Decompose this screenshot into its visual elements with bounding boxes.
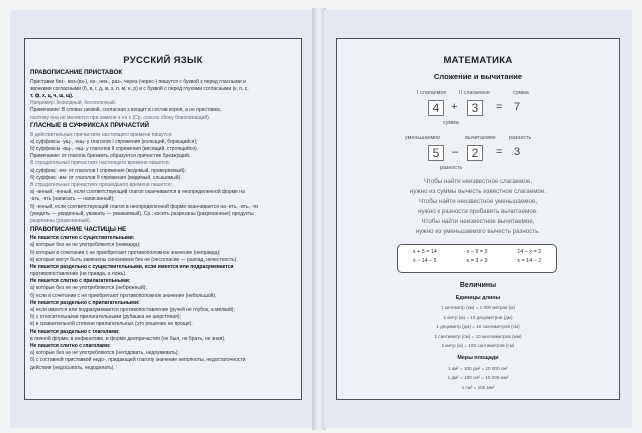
rule-line: в) которые могут быть заменены синонимом без не (несогласие — разлад, нечестность). (30, 256, 238, 263)
rule-line: нужно из уменьшаемого вычесть разность. (415, 228, 541, 235)
length-title: Единицы длины (455, 295, 501, 301)
rule-line: -ать, -ять (написать — написанный); (30, 196, 115, 203)
rule-line: В действительных причастиях настоящего времени пишутся: (30, 131, 173, 138)
equation-line: x = 14 – 2 (517, 258, 542, 264)
rule-line: а) которые без не не употребляются (невежда); (30, 242, 141, 249)
rule-line: В страдательных причастиях настоящего времени пишется: (30, 160, 170, 167)
rule-line: нужно из суммы вычесть известное слагаемое. (409, 188, 547, 195)
right-page (324, 10, 632, 428)
unknown-rules (337, 177, 619, 237)
label-sum: сумма (513, 90, 529, 96)
page-title-math: МАТЕМАТИКА (443, 55, 513, 66)
unit-line: 1 см² = 100 мм² (461, 384, 495, 390)
label-addend1: I слагаемое (417, 90, 447, 96)
section-heading: ПРАВОПИСАНИЕ ЧАСТИЦЫ НЕ (30, 225, 127, 233)
rule-line: разрезаны (разрезанный). (30, 217, 92, 224)
sub-b: 2 (467, 145, 483, 161)
equation-example (467, 248, 488, 266)
rule-line: Не пишется слитно с прилагательными: (30, 278, 131, 285)
rule-line: Не пишется слитно с глаголами: (30, 342, 111, 349)
rule-line: в) в сравнительной степени прилагательных (это решение не проще). (30, 321, 193, 328)
rule-line: а) суффикс -ем- от глаголов I спряжения (ведомый, проверяемый); (30, 167, 186, 174)
add-a: 4 (428, 100, 444, 116)
label-difference: разность (509, 135, 532, 141)
math-frame (336, 38, 620, 400)
rule-line: Не пишется слитно с существительными: (30, 235, 135, 242)
rule-line: В страдательных причастиях прошедшего времени пишется: (30, 182, 173, 189)
unit-line: 1 дм² = 100 см² = 10 000 мм² (447, 375, 509, 381)
rule-line: в личной форме, в инфинитиве, в форме деепричастия (не был, не брать, не зная). (30, 335, 226, 342)
label-difference-below: разность (440, 165, 463, 171)
unit-line: 1 метр (м) = 10 дециметров (дм) (443, 314, 513, 320)
rule-line: Приставки без-, воз-(вз-), из-, низ-, раз-, через-(черес-) пишутся с буквой з перед гласными и (30, 78, 246, 85)
rule-line: Примечание: В словах низкий, согласная з входит в состав корня, а не приставки, (30, 107, 222, 114)
sub-a: 5 (428, 145, 444, 161)
sub-result: 3 (514, 146, 521, 158)
rule-line: (увидеть — увиденный, уважать — уважаемый). Ср.: косить разрезаны (разрезанные) продукты (30, 210, 254, 217)
rule-line: б) -енный, если соответствующий глагол в неопределенной форме оканчивается на -еть, -ить, -ти (30, 203, 259, 210)
unit-line: 1 дециметр (дм) = 10 сантиметров (см) (436, 324, 520, 330)
russian-rules-text (30, 68, 296, 372)
rule-line: нужно к разности прибавить вычитаемое. (418, 208, 538, 215)
add-b: 3 (467, 100, 483, 116)
rule-line: а) суффиксы -ущ-, -ющ- у глаголов I спряжения (колющий, борющийся); (30, 138, 198, 145)
area-title: Меры площади (457, 355, 499, 362)
rule-line: Чтобы найти неизвестное слагаемое, (423, 178, 533, 185)
length-list (337, 303, 619, 350)
section-add-sub: Сложение и вычитание (433, 72, 523, 81)
rule-line: а) если имеется или подразумевается противопоставление (ручей не глубок, а мелкий); (30, 307, 235, 314)
rule-line: Не пишется раздельно с существительными, если имеется или подразумевается (30, 263, 234, 270)
length-units (337, 294, 619, 392)
section-values: Величины (459, 282, 497, 289)
label-minuend: уменьшаемое (405, 135, 441, 141)
rule-line: б) с относительными прилагательными (рубашка не шерстяная); (30, 314, 181, 321)
unit-line: 1 метр (м) = 100 сантиметров (см) (441, 343, 515, 349)
rule-line: б) которые в сочетании с не приобретают противоположное значение (неправда); (30, 249, 221, 256)
rule-line: а) которые без не не употребляются (небрежный); (30, 285, 147, 292)
area-list (337, 364, 619, 392)
rule-line: Например: безводный, бесполезный. (30, 100, 117, 107)
section-heading: ГЛАСНЫЕ В СУФФИКСАХ ПРИЧАСТИЙ (30, 122, 149, 130)
rule-line: поэтому она не меняется при замене з на с (Ср. сносно сбоку близлежащий). (30, 114, 211, 121)
equation-example (413, 248, 437, 266)
left-page (10, 10, 314, 428)
add-result: 7 (514, 101, 521, 113)
rule-line: Чтобы найти неизвестное уменьшаемое, (418, 198, 538, 205)
unit-line: 1 километр (км) = 1 000 метров (м) (440, 305, 516, 311)
label-subtrahend: вычитаемое (465, 135, 496, 141)
rule-line: б) суффиксы -ащ-, -ящ- у глаголов II спряжения (висящий, строящийся). (30, 146, 199, 153)
unit-line: 1 км² = 100 дм² = 10 000 см² (448, 365, 508, 371)
rule-line: Примечание: от глагола брезжить образуется причастие брезжущий. (30, 153, 191, 160)
label-addend2: II слагаемое (459, 90, 490, 96)
section-heading: ПРАВОПИСАНИЕ ПРИСТАВОК (30, 69, 123, 76)
equation-line: 14 – x = 2 (517, 249, 542, 255)
equation-examples (398, 246, 556, 266)
equation-example (517, 248, 541, 266)
rule-line: Не пишется раздельно с прилагательными: (30, 299, 140, 306)
add-op: + (451, 101, 458, 113)
equation-line: x + 5 = 14 (412, 249, 437, 255)
rule-line: Не пишется раздельно с глаголами: (30, 328, 120, 335)
equation-examples-box (397, 244, 557, 273)
rule-line: б) с составной приставкой недо-, придающей глаголу значение неполноты, недостаточности (30, 357, 246, 364)
rule-line: б) суффикс -им- от глаголов II спряжения (видимый, слышимый). (30, 174, 182, 181)
unit-line: 1 сантиметр (см) = 10 миллиметров (мм) (434, 333, 522, 339)
equation-line: x – 14 – 5 (413, 258, 437, 264)
rule-line: а) которые без не не употребляются (негодовать, недоумевать); (30, 350, 179, 357)
rule-line: т, ф, х, ц, ч, ш, щ). (30, 92, 74, 99)
page-title-russian: РУССКИЙ ЯЗЫК (123, 55, 203, 66)
rule-line: а) -анный, -янный, если соответствующий глагол оканчивается в неопределенной форме на (30, 189, 245, 196)
equation-line: x = 3 + 9 (466, 258, 488, 264)
sub-op: – (452, 146, 459, 158)
rule-line: Чтобы найти неизвестное вычитаемое, (421, 218, 535, 225)
label-sum-below: сумма (443, 120, 459, 126)
rule-line: звонкими согласными (б, в, г, д, ж, з, л, м, н, р) и с буквой с перед глухими согласными (к, п, с, (30, 85, 249, 92)
rule-line: б) если в сочетании с не приобретают противоположное значение (небольшой). (30, 292, 217, 299)
rule-line: противопоставление (не правда, а ложь). (30, 271, 127, 278)
sub-eq: = (496, 146, 503, 158)
rule-line: действия (недосыпать, недоделать). (30, 364, 115, 371)
equation-line: x – 9 = 3 (466, 249, 488, 255)
add-eq: = (496, 101, 503, 113)
